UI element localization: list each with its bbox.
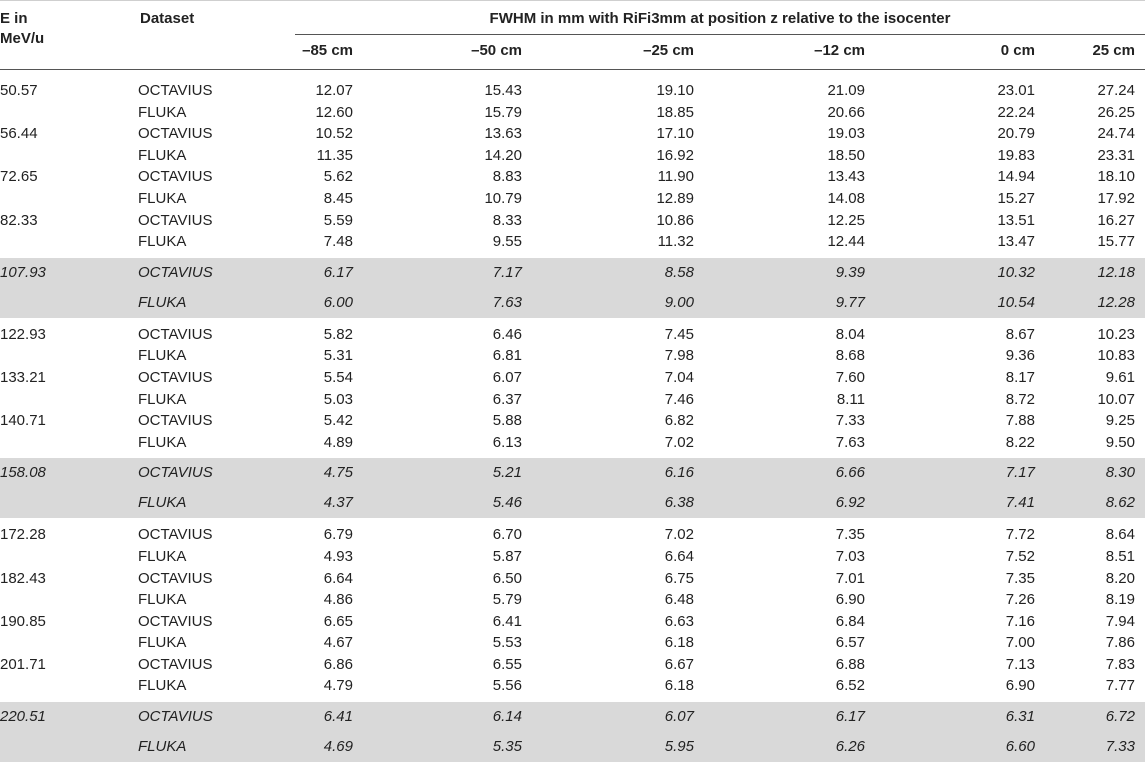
value-cell: 6.38: [664, 494, 694, 512]
value-cell: 5.95: [664, 738, 694, 756]
table-row: [0, 546, 1145, 568]
table-row: [0, 732, 1145, 762]
table-row: [0, 589, 1145, 611]
dataset-cell: FLUKA: [138, 390, 187, 408]
energy-header: [0, 9, 130, 49]
value-cell: 12.07: [315, 82, 353, 99]
dataset-cell: FLUKA: [138, 677, 187, 695]
value-cell: 8.30: [1105, 464, 1135, 482]
value-cell: 8.51: [1105, 547, 1135, 565]
value-cell: 5.56: [492, 677, 522, 695]
value-cell: 26.25: [1097, 103, 1135, 121]
value-cell: 7.46: [664, 390, 694, 408]
energy-cell: 56.44: [0, 125, 38, 143]
value-cell: 13.43: [827, 168, 865, 186]
energy-cell: 182.43: [0, 569, 46, 587]
value-cell: 9.55: [492, 233, 522, 251]
highlight-band: [0, 258, 1145, 318]
value-cell: 6.07: [664, 708, 694, 726]
value-cell: 4.69: [323, 738, 353, 756]
value-cell: 5.53: [492, 634, 522, 652]
value-cell: 8.68: [835, 347, 865, 365]
value-cell: 5.82: [323, 325, 353, 343]
fwhm-span-header: FWHM in mm with RiFi3mm at position z relative to the isocenter: [489, 10, 951, 27]
value-cell: 7.16: [1005, 612, 1035, 630]
value-cell: 10.79: [484, 189, 522, 207]
value-cell: 7.52: [1005, 547, 1035, 565]
value-cell: 8.67: [1005, 325, 1035, 343]
value-cell: 6.86: [323, 655, 353, 673]
dataset-cell: FLUKA: [138, 738, 187, 756]
value-cell: 8.19: [1105, 591, 1135, 609]
value-cell: 4.89: [323, 433, 353, 451]
table-row: [0, 654, 1145, 676]
value-cell: 27.24: [1097, 82, 1135, 99]
value-cell: 6.55: [492, 655, 522, 673]
table-row: [0, 80, 1145, 102]
value-cell: 13.51: [997, 211, 1035, 229]
table-row: [0, 102, 1145, 124]
value-cell: 5.88: [492, 412, 522, 430]
value-cell: 7.98: [664, 347, 694, 365]
table-row: [0, 568, 1145, 590]
value-cell: 8.11: [836, 390, 865, 408]
value-cell: 5.35: [492, 738, 522, 756]
value-cell: 6.26: [835, 738, 865, 756]
energy-cell: 158.08: [0, 464, 46, 482]
energy-cell: 72.65: [0, 168, 38, 186]
energy-header-line2: MeV/u: [0, 30, 45, 47]
value-cell: 7.00: [1005, 634, 1035, 652]
value-cell: 14.20: [484, 146, 522, 164]
value-cell: 7.88: [1005, 412, 1035, 430]
header-bottom-rule: [0, 69, 1145, 70]
table-row: [0, 632, 1145, 654]
value-cell: 6.17: [835, 708, 865, 726]
value-cell: 21.09: [827, 82, 865, 99]
value-cell: 4.86: [323, 591, 353, 609]
value-cell: 4.37: [323, 494, 353, 512]
table-row: [0, 488, 1145, 518]
table-row: [0, 324, 1145, 346]
value-cell: 6.00: [323, 293, 353, 311]
energy-cell: 122.93: [0, 325, 46, 343]
top-rule: [0, 0, 1145, 1]
col-header-0: 0 cm: [1000, 42, 1035, 59]
value-cell: 12.25: [827, 211, 865, 229]
value-cell: 7.17: [492, 263, 522, 281]
highlight-band: [0, 458, 1145, 518]
value-cell: 4.75: [323, 464, 353, 482]
value-cell: 6.70: [492, 526, 522, 544]
value-cell: 17.92: [1097, 189, 1135, 207]
value-cell: 5.54: [323, 368, 353, 386]
value-cell: 5.46: [492, 494, 522, 512]
value-cell: 12.28: [1097, 293, 1135, 311]
value-cell: 8.64: [1105, 526, 1135, 544]
table-row: [0, 258, 1145, 288]
energy-cell: 133.21: [0, 368, 46, 386]
value-cell: 20.66: [827, 103, 865, 121]
value-cell: 24.74: [1097, 125, 1135, 143]
energy-cell: 201.71: [0, 655, 46, 673]
value-cell: 9.36: [1005, 347, 1035, 365]
value-cell: 7.48: [323, 233, 353, 251]
value-cell: 6.81: [492, 347, 522, 365]
value-cell: 14.94: [997, 168, 1035, 186]
table-row: [0, 367, 1145, 389]
table-row: [0, 389, 1145, 411]
col-header-25: 25 cm: [1092, 42, 1135, 59]
dataset-cell: FLUKA: [138, 433, 187, 451]
value-cell: 6.60: [1005, 738, 1035, 756]
value-cell: 8.17: [1005, 368, 1035, 386]
value-cell: 8.83: [492, 168, 522, 186]
value-cell: 6.07: [492, 368, 522, 386]
value-cell: 6.13: [492, 433, 522, 451]
value-cell: 9.00: [664, 293, 694, 311]
value-cell: 12.60: [315, 103, 353, 121]
value-cell: 5.59: [323, 211, 353, 229]
value-cell: 5.79: [492, 591, 522, 609]
value-cell: 6.90: [835, 591, 865, 609]
value-cell: 17.10: [656, 125, 694, 143]
table-row: [0, 410, 1145, 432]
value-cell: 7.03: [835, 547, 865, 565]
value-cell: 7.63: [492, 293, 522, 311]
table-row: [0, 611, 1145, 633]
value-cell: 14.08: [827, 189, 865, 207]
table-row: [0, 188, 1145, 210]
value-cell: 19.10: [656, 82, 694, 99]
col-header-minus50: –50 cm: [471, 42, 522, 59]
value-cell: 4.79: [323, 677, 353, 695]
table-row: [0, 145, 1145, 167]
energy-cell: 220.51: [0, 708, 46, 726]
value-cell: 10.23: [1097, 325, 1135, 343]
highlight-band: [0, 702, 1145, 762]
value-cell: 4.93: [323, 547, 353, 565]
value-cell: 15.43: [484, 82, 522, 99]
value-cell: 11.90: [657, 168, 694, 186]
value-cell: 6.88: [835, 655, 865, 673]
value-cell: 7.33: [1105, 738, 1135, 756]
value-cell: 6.75: [664, 569, 694, 587]
energy-header-line1: E in: [0, 10, 28, 27]
value-cell: 6.65: [323, 612, 353, 630]
col-header-minus85: –85 cm: [302, 42, 353, 59]
table-row: [0, 675, 1145, 697]
dataset-cell: OCTAVIUS: [138, 263, 213, 281]
value-cell: 9.39: [835, 263, 865, 281]
value-cell: 16.27: [1097, 211, 1135, 229]
value-cell: 23.01: [997, 82, 1035, 99]
value-cell: 10.52: [315, 125, 353, 143]
value-cell: 6.67: [664, 655, 694, 673]
value-cell: 12.44: [827, 233, 865, 251]
value-cell: 19.83: [997, 146, 1035, 164]
value-cell: 6.46: [492, 325, 522, 343]
table-header: [0, 0, 1145, 70]
table-row: [0, 210, 1145, 232]
value-cell: 22.24: [997, 103, 1035, 121]
value-cell: 7.86: [1105, 634, 1135, 652]
value-cell: 4.67: [323, 634, 353, 652]
value-cell: 6.63: [664, 612, 694, 630]
dataset-cell: OCTAVIUS: [138, 655, 213, 673]
value-cell: 15.79: [484, 103, 522, 121]
table-row: [0, 288, 1145, 318]
dataset-cell: FLUKA: [138, 347, 187, 365]
table-row: [0, 702, 1145, 732]
value-cell: 10.32: [997, 263, 1035, 281]
value-cell: 8.22: [1005, 433, 1035, 451]
value-cell: 8.45: [323, 189, 353, 207]
value-cell: 7.83: [1105, 655, 1135, 673]
value-cell: 18.50: [827, 146, 865, 164]
value-cell: 7.13: [1005, 655, 1035, 673]
value-cell: 23.31: [1097, 146, 1135, 164]
value-cell: 6.57: [835, 634, 865, 652]
value-cell: 6.41: [323, 708, 353, 726]
table-body: [0, 80, 1145, 768]
value-cell: 6.72: [1105, 708, 1135, 726]
value-cell: 6.90: [1005, 677, 1035, 695]
dataset-header: Dataset: [140, 10, 195, 27]
table-row: [0, 123, 1145, 145]
value-cell: 5.42: [323, 412, 353, 430]
dataset-cell: OCTAVIUS: [138, 125, 213, 143]
value-cell: 8.62: [1105, 494, 1135, 512]
table-row: [0, 432, 1145, 454]
value-cell: 7.94: [1105, 612, 1135, 630]
value-cell: 9.50: [1105, 433, 1135, 451]
energy-cell: 172.28: [0, 526, 46, 544]
value-cell: 6.37: [492, 390, 522, 408]
value-cell: 18.85: [656, 103, 694, 121]
value-cell: 15.27: [997, 189, 1035, 207]
value-cell: 6.48: [664, 591, 694, 609]
value-cell: 12.89: [656, 189, 694, 207]
dataset-cell: OCTAVIUS: [138, 612, 213, 630]
value-cell: 6.82: [664, 412, 694, 430]
col-header-minus25: –25 cm: [643, 42, 694, 59]
dataset-cell: OCTAVIUS: [138, 211, 213, 229]
dataset-cell: FLUKA: [138, 189, 187, 207]
energy-cell: 190.85: [0, 612, 46, 630]
value-cell: 7.45: [664, 325, 694, 343]
col-header-minus12: –12 cm: [814, 42, 865, 59]
value-cell: 8.72: [1005, 390, 1035, 408]
value-cell: 5.87: [492, 547, 522, 565]
value-cell: 6.64: [323, 569, 353, 587]
dataset-cell: FLUKA: [138, 494, 187, 512]
value-cell: 9.77: [835, 293, 865, 311]
dataset-cell: OCTAVIUS: [138, 526, 213, 544]
value-cell: 6.79: [323, 526, 353, 544]
value-cell: 13.63: [484, 125, 522, 143]
dataset-cell: OCTAVIUS: [138, 464, 213, 482]
value-cell: 8.58: [664, 263, 694, 281]
value-cell: 6.14: [492, 708, 522, 726]
value-cell: 6.31: [1005, 708, 1035, 726]
value-cell: 8.04: [835, 325, 865, 343]
value-cell: 6.41: [492, 612, 522, 630]
value-cell: 7.63: [835, 433, 865, 451]
value-cell: 7.35: [1005, 569, 1035, 587]
value-cell: 5.31: [323, 347, 353, 365]
dataset-cell: FLUKA: [138, 103, 187, 121]
value-cell: 10.83: [1097, 347, 1135, 365]
value-cell: 6.18: [664, 634, 694, 652]
value-cell: 7.77: [1105, 677, 1135, 695]
value-cell: 6.92: [835, 494, 865, 512]
table-row: [0, 458, 1145, 488]
span-rule: [295, 34, 1145, 35]
dataset-cell: FLUKA: [138, 146, 187, 164]
value-cell: 11.35: [316, 146, 353, 164]
dataset-cell: FLUKA: [138, 233, 187, 251]
dataset-cell: OCTAVIUS: [138, 708, 213, 726]
value-cell: 9.61: [1105, 368, 1135, 386]
value-cell: 7.02: [664, 526, 694, 544]
value-cell: 10.54: [997, 293, 1035, 311]
value-cell: 6.52: [835, 677, 865, 695]
value-cell: 7.41: [1005, 494, 1035, 512]
value-cell: 12.18: [1097, 263, 1135, 281]
value-cell: 6.17: [323, 263, 353, 281]
value-cell: 7.02: [664, 433, 694, 451]
value-cell: 7.60: [835, 368, 865, 386]
value-cell: 13.47: [997, 233, 1035, 251]
value-cell: 7.01: [835, 569, 865, 587]
value-cell: 7.33: [835, 412, 865, 430]
dataset-cell: OCTAVIUS: [138, 569, 213, 587]
value-cell: 9.25: [1105, 412, 1135, 430]
value-cell: 6.66: [835, 464, 865, 482]
table-row: [0, 231, 1145, 253]
table-row: [0, 166, 1145, 188]
value-cell: 7.04: [664, 368, 694, 386]
value-cell: 20.79: [997, 125, 1035, 143]
dataset-cell: OCTAVIUS: [138, 168, 213, 186]
value-cell: 8.20: [1105, 569, 1135, 587]
dataset-cell: FLUKA: [138, 547, 187, 565]
value-cell: 6.64: [664, 547, 694, 565]
value-cell: 15.77: [1097, 233, 1135, 251]
dataset-cell: FLUKA: [138, 591, 187, 609]
value-cell: 7.17: [1005, 464, 1035, 482]
table-row: [0, 524, 1145, 546]
dataset-cell: OCTAVIUS: [138, 82, 213, 99]
value-cell: 5.62: [323, 168, 353, 186]
value-cell: 16.92: [656, 146, 694, 164]
dataset-cell: FLUKA: [138, 293, 187, 311]
value-cell: 7.35: [835, 526, 865, 544]
value-cell: 18.10: [1097, 168, 1135, 186]
energy-cell: 82.33: [0, 211, 38, 229]
table-row: [0, 345, 1145, 367]
value-cell: 5.03: [323, 390, 353, 408]
dataset-cell: FLUKA: [138, 634, 187, 652]
energy-cell: 50.57: [0, 82, 38, 99]
energy-cell: 107.93: [0, 263, 46, 281]
value-cell: 8.33: [492, 211, 522, 229]
value-cell: 7.26: [1005, 591, 1035, 609]
dataset-cell: OCTAVIUS: [138, 412, 213, 430]
energy-cell: 140.71: [0, 412, 46, 430]
value-cell: 6.50: [492, 569, 522, 587]
value-cell: 10.07: [1097, 390, 1135, 408]
dataset-cell: OCTAVIUS: [138, 368, 213, 386]
value-cell: 6.18: [664, 677, 694, 695]
value-cell: 5.21: [492, 464, 522, 482]
value-cell: 10.86: [656, 211, 694, 229]
value-cell: 7.72: [1005, 526, 1035, 544]
dataset-cell: OCTAVIUS: [138, 325, 213, 343]
value-cell: 6.84: [835, 612, 865, 630]
value-cell: 11.32: [657, 233, 694, 251]
value-cell: 6.16: [664, 464, 694, 482]
value-cell: 19.03: [827, 125, 865, 143]
